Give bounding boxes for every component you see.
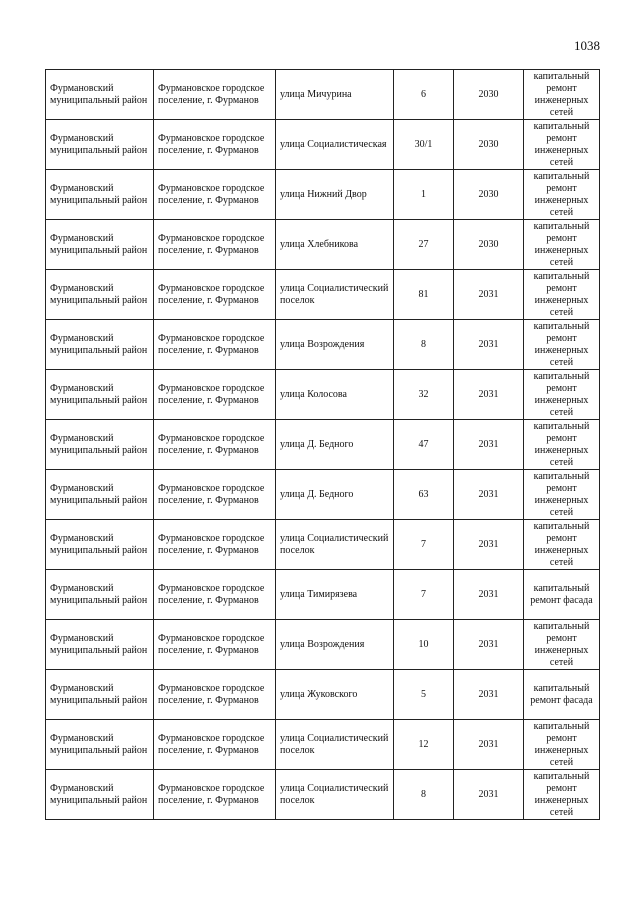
street-cell: улица Возрождения: [276, 620, 394, 670]
district-cell: Фурмановский муниципальный район: [46, 370, 154, 420]
street-cell: улица Жуковского: [276, 670, 394, 720]
year-cell: 2031: [454, 520, 524, 570]
settlement-cell: Фурмановское городское поселение, г. Фурманов: [154, 770, 276, 820]
settlement-cell: Фурмановское городское поселение, г. Фурманов: [154, 120, 276, 170]
work-type-cell: капитальный ремонт фасада: [524, 570, 600, 620]
house-number-cell: 27: [394, 220, 454, 270]
settlement-cell: Фурмановское городское поселение, г. Фурманов: [154, 470, 276, 520]
page-number: 1038: [574, 38, 600, 53]
house-number-cell: 6: [394, 70, 454, 120]
work-type-cell: капитальный ремонт инженерных сетей: [524, 770, 600, 820]
settlement-cell: Фурмановское городское поселение, г. Фурманов: [154, 520, 276, 570]
house-number-cell: 81: [394, 270, 454, 320]
district-cell: Фурмановский муниципальный район: [46, 470, 154, 520]
table-row: [46, 570, 600, 620]
house-number-cell: 1: [394, 170, 454, 220]
district-cell: Фурмановский муниципальный район: [46, 70, 154, 120]
settlement-cell: Фурмановское городское поселение, г. Фурманов: [154, 270, 276, 320]
table-row: [46, 170, 600, 220]
house-number-cell: 8: [394, 770, 454, 820]
house-number-cell: 10: [394, 620, 454, 670]
year-cell: 2031: [454, 370, 524, 420]
work-type-cell: капитальный ремонт фасада: [524, 670, 600, 720]
house-number-cell: 12: [394, 720, 454, 770]
street-cell: улица Социалистическая: [276, 120, 394, 170]
house-number-cell: 8: [394, 320, 454, 370]
work-type-cell: капитальный ремонт инженерных сетей: [524, 420, 600, 470]
work-type-cell: капитальный ремонт инженерных сетей: [524, 70, 600, 120]
table-row: [46, 620, 600, 670]
year-cell: 2030: [454, 120, 524, 170]
street-cell: улица Д. Бедного: [276, 420, 394, 470]
house-number-cell: 47: [394, 420, 454, 470]
settlement-cell: Фурмановское городское поселение, г. Фурманов: [154, 220, 276, 270]
settlement-cell: Фурмановское городское поселение, г. Фурманов: [154, 720, 276, 770]
settlement-cell: Фурмановское городское поселение, г. Фурманов: [154, 170, 276, 220]
house-number-cell: 7: [394, 520, 454, 570]
work-type-cell: капитальный ремонт инженерных сетей: [524, 620, 600, 670]
district-cell: Фурмановский муниципальный район: [46, 520, 154, 570]
year-cell: 2030: [454, 220, 524, 270]
year-cell: 2031: [454, 770, 524, 820]
work-type-cell: капитальный ремонт инженерных сетей: [524, 370, 600, 420]
table-row: [46, 270, 600, 320]
street-cell: улица Нижний Двор: [276, 170, 394, 220]
work-type-cell: капитальный ремонт инженерных сетей: [524, 470, 600, 520]
settlement-cell: Фурмановское городское поселение, г. Фурманов: [154, 370, 276, 420]
settlement-cell: Фурмановское городское поселение, г. Фурманов: [154, 420, 276, 470]
district-cell: Фурмановский муниципальный район: [46, 220, 154, 270]
work-type-cell: капитальный ремонт инженерных сетей: [524, 520, 600, 570]
street-cell: улица Хлебникова: [276, 220, 394, 270]
street-cell: улица Социалистический поселок: [276, 270, 394, 320]
settlement-cell: Фурмановское городское поселение, г. Фурманов: [154, 70, 276, 120]
settlement-cell: Фурмановское городское поселение, г. Фурманов: [154, 620, 276, 670]
street-cell: улица Колосова: [276, 370, 394, 420]
street-cell: улица Д. Бедного: [276, 470, 394, 520]
work-type-cell: капитальный ремонт инженерных сетей: [524, 220, 600, 270]
work-type-cell: капитальный ремонт инженерных сетей: [524, 320, 600, 370]
table-row: [46, 720, 600, 770]
year-cell: 2031: [454, 420, 524, 470]
table-row: [46, 70, 600, 120]
table-row: [46, 120, 600, 170]
house-number-cell: 63: [394, 470, 454, 520]
street-cell: улица Тимирязева: [276, 570, 394, 620]
table-row: [46, 420, 600, 470]
district-cell: Фурмановский муниципальный район: [46, 320, 154, 370]
house-number-cell: 5: [394, 670, 454, 720]
year-cell: 2030: [454, 170, 524, 220]
table-row: [46, 520, 600, 570]
table-row: [46, 220, 600, 270]
street-cell: улица Социалистический поселок: [276, 720, 394, 770]
settlement-cell: Фурмановское городское поселение, г. Фурманов: [154, 320, 276, 370]
table-row: [46, 770, 600, 820]
year-cell: 2031: [454, 670, 524, 720]
work-type-cell: капитальный ремонт инженерных сетей: [524, 270, 600, 320]
table-row: [46, 320, 600, 370]
district-cell: Фурмановский муниципальный район: [46, 720, 154, 770]
street-cell: улица Социалистический поселок: [276, 520, 394, 570]
work-type-cell: капитальный ремонт инженерных сетей: [524, 720, 600, 770]
year-cell: 2031: [454, 320, 524, 370]
district-cell: Фурмановский муниципальный район: [46, 420, 154, 470]
district-cell: Фурмановский муниципальный район: [46, 270, 154, 320]
year-cell: 2030: [454, 70, 524, 120]
work-type-cell: капитальный ремонт инженерных сетей: [524, 170, 600, 220]
house-number-cell: 7: [394, 570, 454, 620]
street-cell: улица Социалистический поселок: [276, 770, 394, 820]
table-row: [46, 370, 600, 420]
settlement-cell: Фурмановское городское поселение, г. Фурманов: [154, 670, 276, 720]
year-cell: 2031: [454, 270, 524, 320]
district-cell: Фурмановский муниципальный район: [46, 170, 154, 220]
settlement-cell: Фурмановское городское поселение, г. Фурманов: [154, 570, 276, 620]
year-cell: 2031: [454, 570, 524, 620]
district-cell: Фурмановский муниципальный район: [46, 670, 154, 720]
district-cell: Фурмановский муниципальный район: [46, 120, 154, 170]
work-type-cell: капитальный ремонт инженерных сетей: [524, 120, 600, 170]
year-cell: 2031: [454, 720, 524, 770]
street-cell: улица Возрождения: [276, 320, 394, 370]
district-cell: Фурмановский муниципальный район: [46, 620, 154, 670]
table-body: [46, 70, 600, 820]
district-cell: Фурмановский муниципальный район: [46, 570, 154, 620]
year-cell: 2031: [454, 470, 524, 520]
district-cell: Фурмановский муниципальный район: [46, 770, 154, 820]
street-cell: улица Мичурина: [276, 70, 394, 120]
table-row: [46, 470, 600, 520]
house-number-cell: 30/1: [394, 120, 454, 170]
table-row: [46, 670, 600, 720]
year-cell: 2031: [454, 620, 524, 670]
house-number-cell: 32: [394, 370, 454, 420]
repair-schedule-table: [45, 69, 600, 820]
